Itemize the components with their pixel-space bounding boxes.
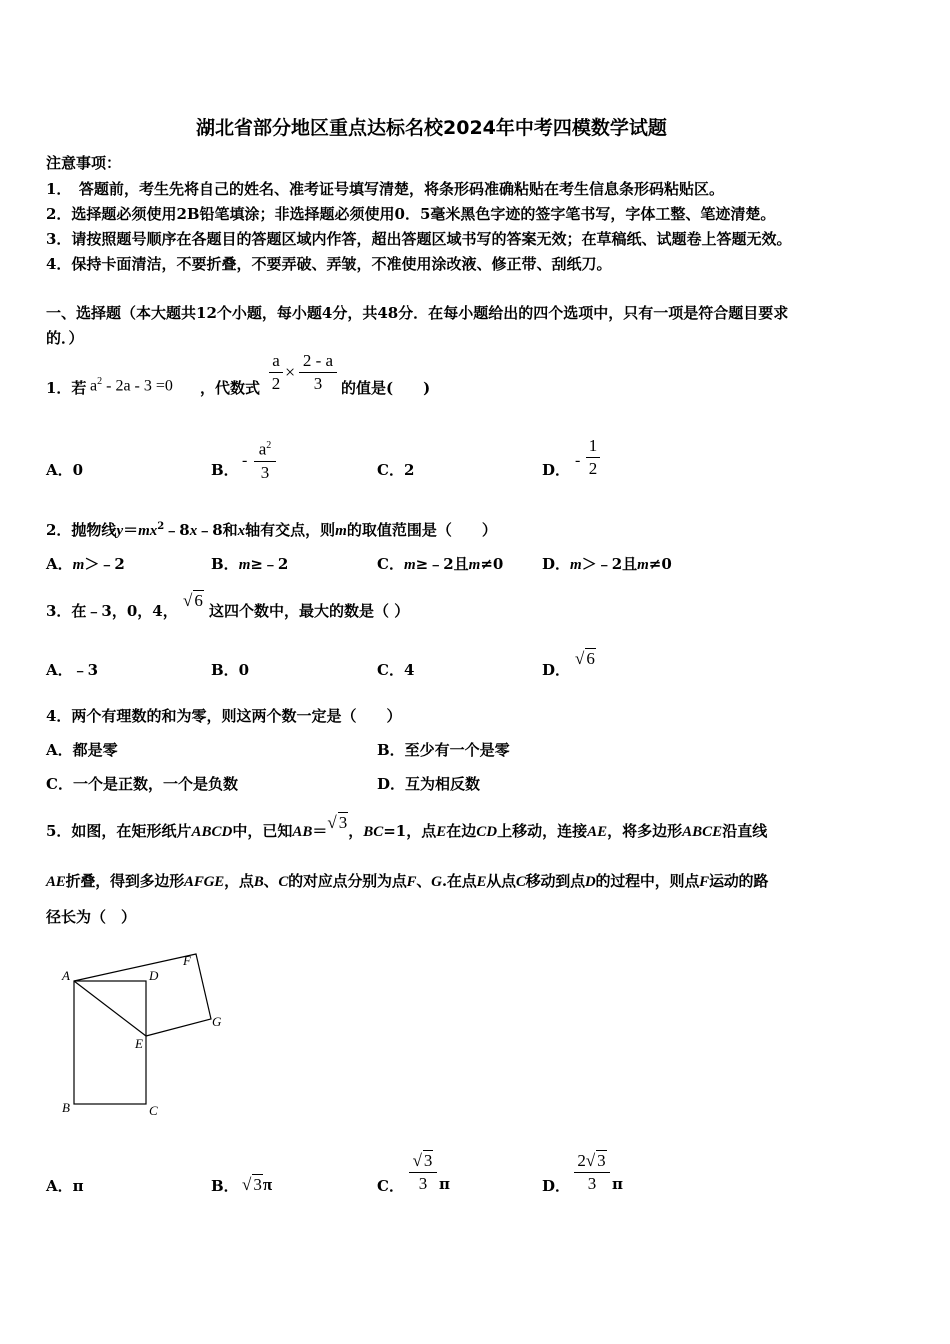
q4-option-c: C．一个是正数，一个是负数 — [46, 775, 238, 793]
q3-suffix: 这四个数中，最大的数是（ ） — [209, 602, 410, 620]
label-e: E — [135, 1036, 143, 1051]
q2-option-b: B．m≥﹣2 — [211, 555, 289, 573]
q3-prefix: 3．在﹣3，0，4， — [46, 602, 178, 620]
q5-stem-line2: AE折叠，得到多边形AFGE，点B、C的对应点分别为点F、G.在点E从点C移动到点D的过程中，则点F运动的路 — [46, 872, 769, 890]
q3-option-a: A．﹣3 — [46, 661, 99, 679]
q5-option-d-label: D． — [542, 1177, 571, 1195]
q1-option-a: A．0 — [46, 461, 84, 479]
fold-line-ae — [74, 981, 146, 1036]
q1-suffix: 的值是( ) — [341, 379, 431, 397]
q5-option-d-fraction: 2√ 3 3 — [574, 1150, 610, 1194]
q5-option-d-pi: π — [612, 1175, 623, 1193]
q2-option-d: D．m＞﹣2且m≠0 — [542, 555, 672, 573]
q5-option-b-value: √ 3π — [242, 1175, 273, 1194]
q4-option-d: D．互为相反数 — [377, 775, 481, 793]
label-f: F — [183, 953, 191, 968]
notice-item-2: 2．选择题必须使用2B铅笔填涂；非选择题必须使用0．5毫米黑色字迹的签字笔书写，字体工整、笔迹清楚。 — [46, 205, 776, 223]
q3-option-b: B．0 — [211, 661, 250, 679]
q1-prefix: 1．若 — [46, 379, 87, 397]
q5-option-c-label: C． — [377, 1177, 404, 1195]
notice-item-3: 3．请按照题号顺序在各题目的答题区域内作答，超出答题区域书写的答案无效；在草稿纸、试题卷上答题无效。 — [46, 230, 792, 248]
q1-fraction-a-over-2: a 2 — [269, 351, 283, 394]
q1-option-d-sign: - — [575, 452, 581, 469]
q3-option-d-label: D． — [542, 661, 571, 679]
label-a: A — [62, 968, 70, 983]
label-c: C — [149, 1103, 158, 1118]
section-heading-line2: 的．） — [46, 329, 84, 347]
q5-figure — [56, 945, 236, 1125]
q1-option-d-fraction: 1 2 — [586, 436, 600, 479]
q1-equation: $a^2 - 2a - 3 =0$ — [90, 376, 173, 395]
q1-mid: ，代数式 — [200, 379, 261, 397]
q4-stem: 4．两个有理数的和为零，则这两个数一定是（ ） — [46, 707, 402, 725]
label-g: G — [212, 1014, 222, 1029]
q1-fraction-2-minus-a-over-3: 2 - a 3 — [299, 351, 337, 394]
q4-option-a: A．都是零 — [46, 741, 118, 759]
q5-option-b-label: B． — [211, 1177, 239, 1195]
q2-option-c: C．m≥﹣2且m≠0 — [377, 555, 504, 573]
label-d: D — [149, 968, 159, 983]
q3-option-d-sqrt-6: √ 6 — [575, 649, 595, 668]
q5-option-a: A．π — [46, 1177, 84, 1195]
q2-option-a: A．m＞﹣2 — [46, 555, 125, 573]
q3-option-c: C．4 — [377, 661, 415, 679]
q5-option-c-fraction: √ 3 3 — [409, 1150, 437, 1194]
label-b: B — [62, 1100, 70, 1115]
q5-stem-line1: 5．如图，在矩形纸片ABCD中，已知AB＝√ 3，BC=1，点E在边CD上移动，连接AE，将多边形ABCE沿直线 — [46, 813, 768, 840]
q5-stem-line3: 径长为（ ） — [46, 908, 137, 926]
q1-option-b-fraction: $a^2$ 3 — [254, 436, 276, 483]
q1-option-b-sign: - — [242, 452, 248, 469]
notice-item-4: 4．保持卡面清洁，不要折叠，不要弄破、弄皱，不准使用涂改液、修正带、刮纸刀。 — [46, 255, 612, 273]
q2-stem: 2．抛物线$y=mx^2﹣8x﹣8$和x轴有交点，则m的取值范围是（ ） — [46, 521, 497, 539]
q4-option-b: B．至少有一个是零 — [377, 741, 510, 759]
q1-option-b-label: B． — [211, 461, 239, 479]
q5-option-c-pi: π — [439, 1175, 450, 1193]
q1-option-c: C．2 — [377, 461, 415, 479]
q1-times-sign: × — [285, 362, 296, 382]
notice-heading: 注意事项： — [46, 154, 122, 172]
q3-sqrt-6: √ 6 — [183, 591, 203, 610]
section-heading-line1: 一、选择题（本大题共12个小题，每小题4分，共48分．在每小题给出的四个选项中，只有一项是符合题目要求 — [46, 304, 789, 322]
notice-item-1: 1． 答题前，考生先将自己的姓名、准考证号填写清楚，将条形码准确粘贴在考生信息条形码粘贴区。 — [46, 180, 724, 198]
page-title: 湖北省部分地区重点达标名校2024年中考四模数学试题 — [196, 117, 667, 139]
q1-option-d-label: D． — [542, 461, 571, 479]
